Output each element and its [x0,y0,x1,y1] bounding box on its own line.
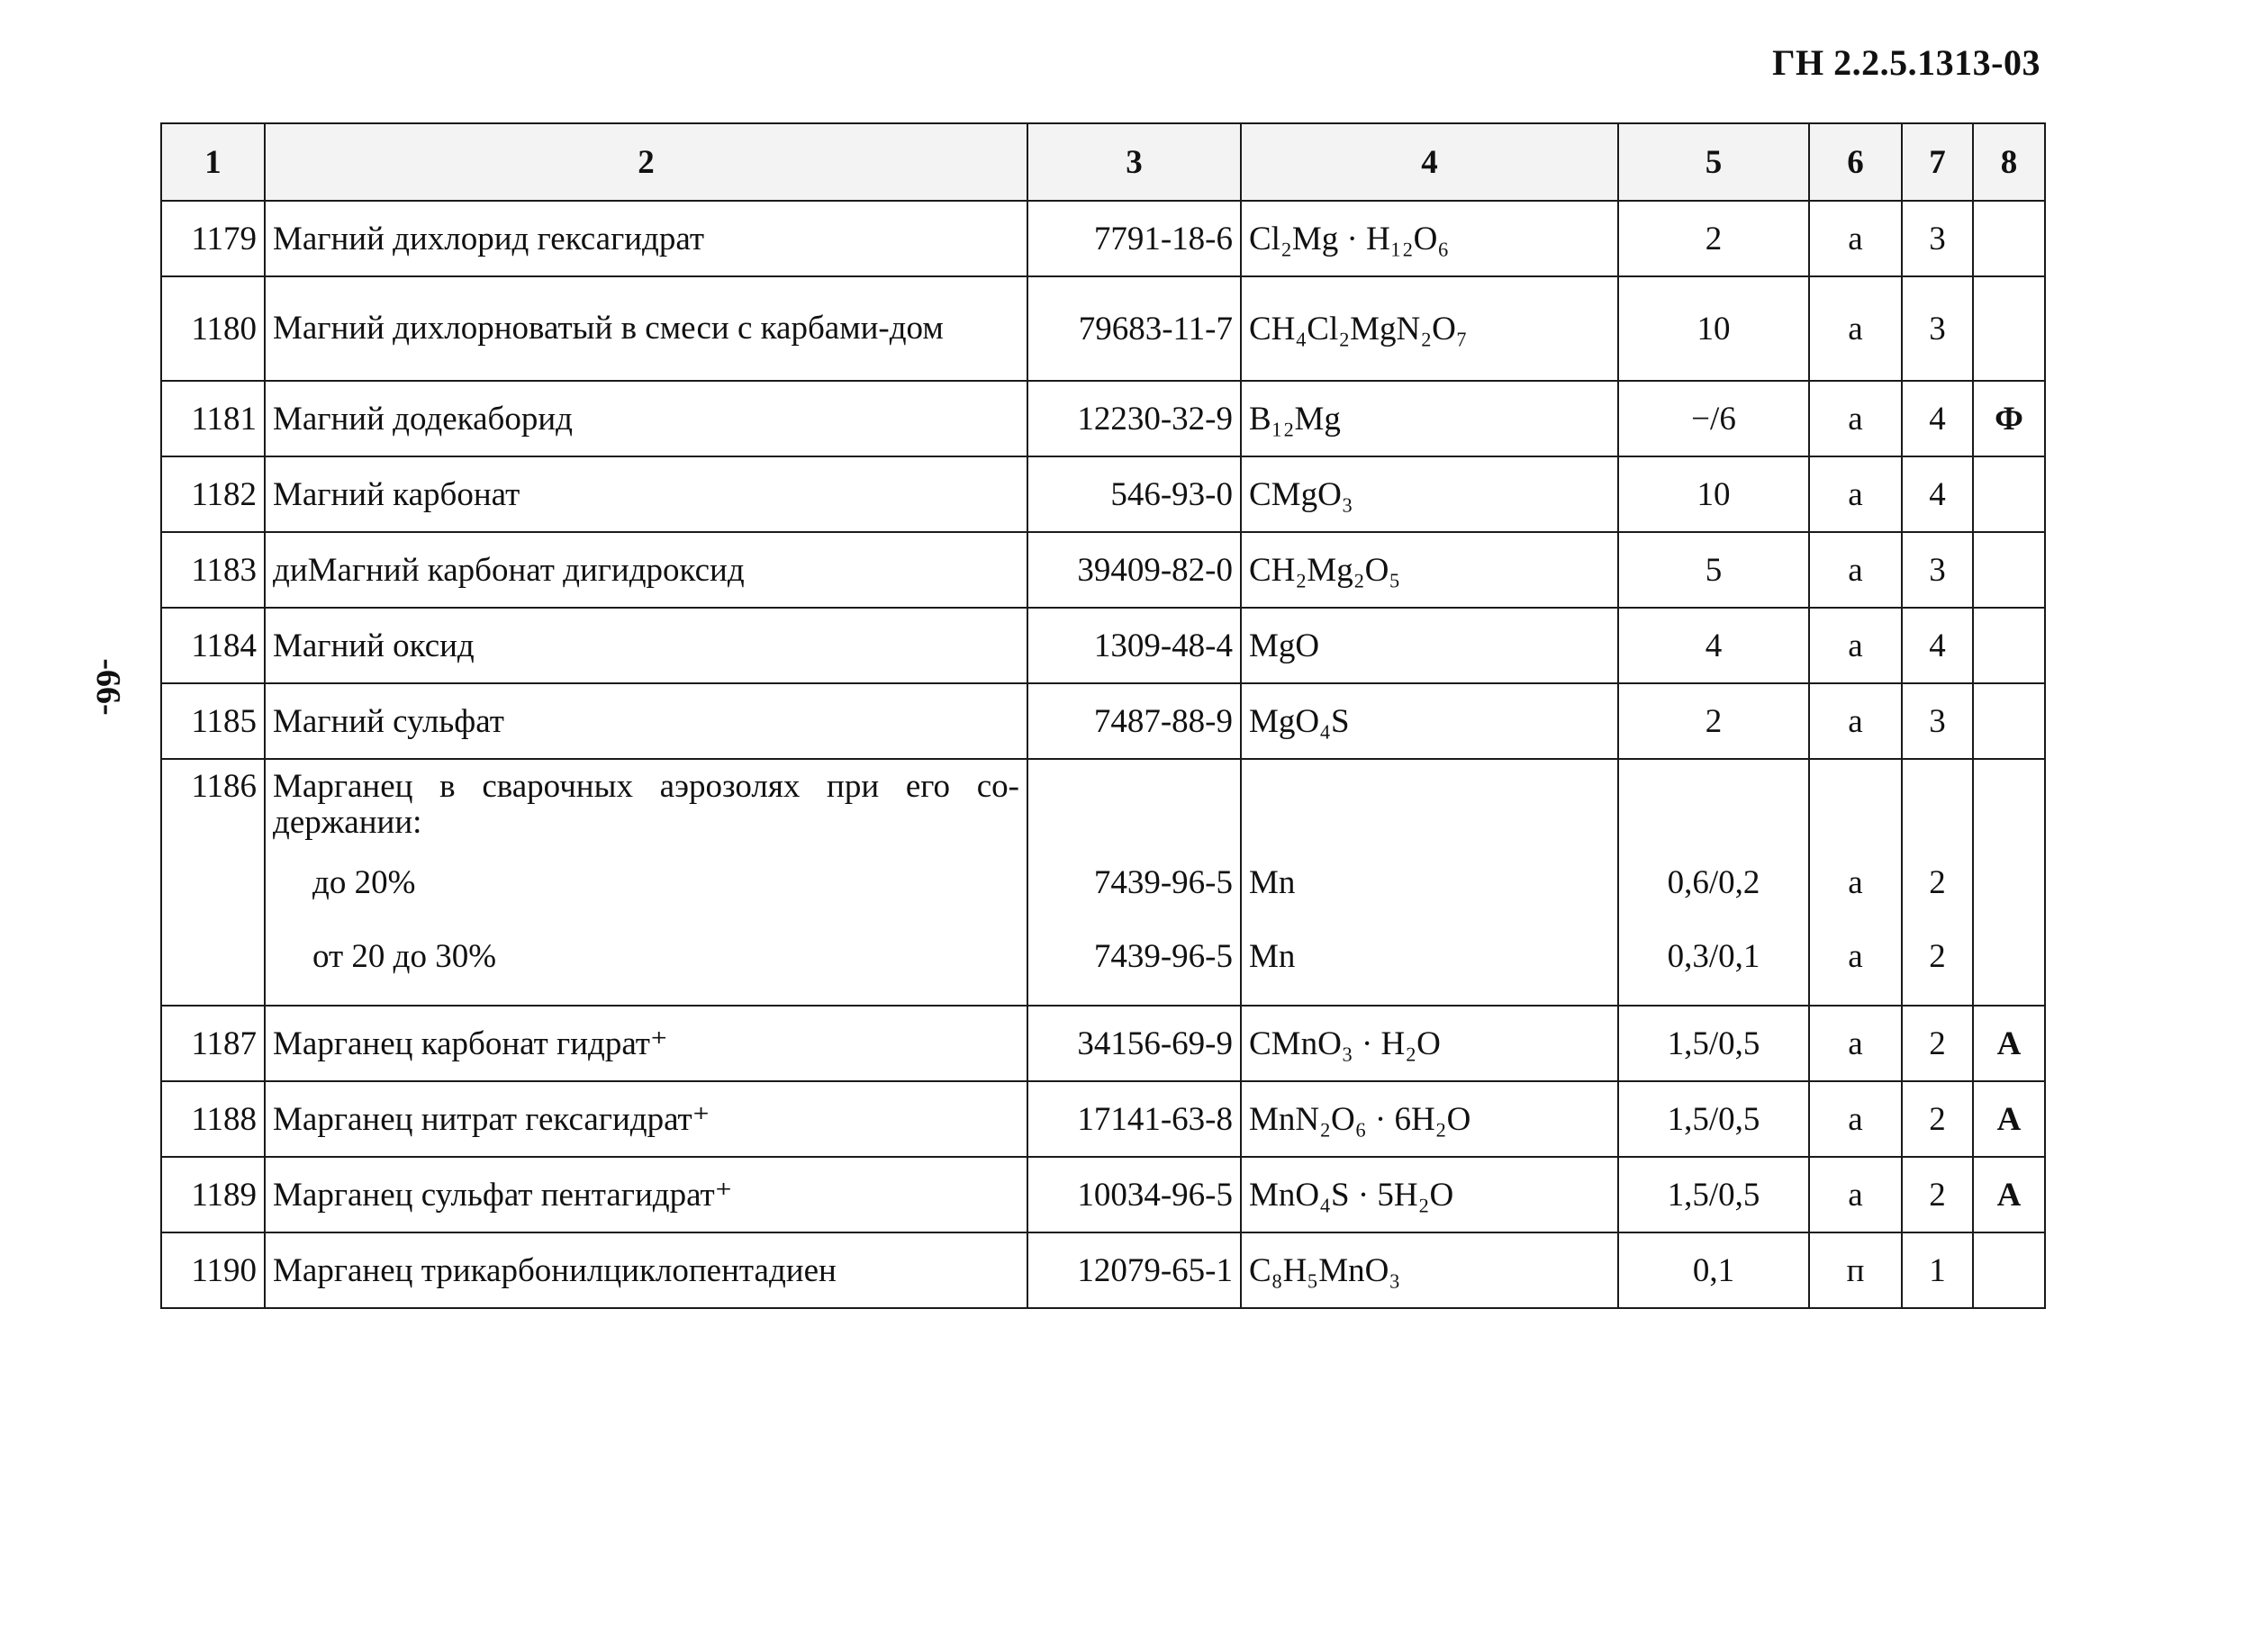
document-code: ГН 2.2.5.1313-03 [1772,42,2040,83]
cas-number: 12230-32-9 [1027,381,1241,456]
formula: MgO [1241,608,1618,683]
note [1973,532,2045,608]
row-number: 1179 [161,201,265,276]
column-header: 8 [1973,123,2045,201]
formula: C₈H₅MnO₃ [1241,1232,1618,1308]
aggregate-state: а [1809,1006,1902,1081]
note [1973,1232,2045,1308]
note [1973,201,2045,276]
substance-name: Марганец нитрат гексагидрат⁺ [265,1081,1027,1157]
substance-name: Магний сульфат [265,683,1027,759]
column-header: 4 [1241,123,1618,201]
column-header: 1 [161,123,265,201]
limit-value: 1,5/0,5 [1618,1157,1809,1232]
formula: MnO₄S · 5H₂O [1241,1157,1618,1232]
substance-name: Марганец карбонат гидрат⁺ [265,1006,1027,1081]
substance-name: Магний карбонат [265,456,1027,532]
substance-name [265,759,1027,1006]
hazard-class: 2 [1902,1006,1973,1081]
limit-value: 10 [1618,276,1809,381]
sub-item-class: 2 [1929,864,1946,901]
sub-item-name: от 20 до 30% [312,938,497,975]
substance-name: Марганец сульфат пентагидрат⁺ [265,1157,1027,1232]
formula: CMgO₃ [1241,456,1618,532]
cas-number: 17141-63-8 [1027,1081,1241,1157]
cas-number: 34156-69-9 [1027,1006,1241,1081]
limit-value: 4 [1618,608,1809,683]
hazard-class: 3 [1902,276,1973,381]
formula: MnN₂O₆ · 6H₂O [1241,1081,1618,1157]
note [1973,608,2045,683]
cas-number: 546-93-0 [1027,456,1241,532]
substances-table [160,122,2046,1309]
hazard-class: 3 [1902,532,1973,608]
row-number: 1182 [161,456,265,532]
hazard-class: 4 [1902,381,1973,456]
table-row [161,1157,2045,1232]
table-row [161,276,2045,381]
group-number: 1186 [191,768,257,805]
hazard-class: 1 [1902,1232,1973,1308]
limit-value: 0,1 [1618,1232,1809,1308]
row-number: 1181 [161,381,265,456]
group-title: Марганец в сварочных аэрозолях при его со-держании: [273,768,1019,841]
row-number: 1184 [161,608,265,683]
hazard-class: 4 [1902,608,1973,683]
formula: MgO₄S [1241,683,1618,759]
cas-number: 39409-82-0 [1027,532,1241,608]
column-header: 5 [1618,123,1809,201]
row-number: 1183 [161,532,265,608]
formula: CMnO₃ · H₂O [1241,1006,1618,1081]
aggregate-state: а [1809,456,1902,532]
table-row [161,381,2045,456]
header-row [161,123,2045,201]
column-header: 2 [265,123,1027,201]
aggregate-state: п [1809,1232,1902,1308]
note: А [1973,1081,2045,1157]
aggregate-state: а [1809,1081,1902,1157]
limit-value: 2 [1618,683,1809,759]
sub-item-state: а [1848,938,1863,975]
formula: CH₄Cl₂MgN₂O₇ [1241,276,1618,381]
table-row [161,683,2045,759]
limit-value: 1,5/0,5 [1618,1081,1809,1157]
cas-number: 1309-48-4 [1027,608,1241,683]
substance-name: Магний додекаборид [265,381,1027,456]
aggregate-state: а [1809,381,1902,456]
row-number: 1185 [161,683,265,759]
row-number: 1190 [161,1232,265,1308]
cas-number: 79683-11-7 [1027,276,1241,381]
note [1973,683,2045,759]
hazard-class: 3 [1902,683,1973,759]
note [1973,276,2045,381]
substance-name: диМагний карбонат дигидроксид [265,532,1027,608]
limit-value: −/6 [1618,381,1809,456]
formula: Cl₂Mg · H₁₂O₆ [1241,201,1618,276]
substance-name: Магний дихлорноватый в смеси с карбами-дом [265,276,1027,381]
table-row-group [161,759,2045,1006]
cas-number: 7487-88-9 [1027,683,1241,759]
aggregate-state: а [1809,683,1902,759]
row-number: 1189 [161,1157,265,1232]
table-row [161,532,2045,608]
row-number: 1188 [161,1081,265,1157]
column-header: 6 [1809,123,1902,201]
note: А [1973,1157,2045,1232]
row-number [161,759,265,1006]
sub-item-name: до 20% [312,864,416,901]
substance-name: Магний дихлорид гексагидрат [265,201,1027,276]
sub-item-class: 2 [1929,938,1946,975]
hazard-class: 4 [1902,456,1973,532]
page-number: -66- [89,658,127,716]
aggregate-state [1809,759,1902,1006]
row-number: 1180 [161,276,265,381]
substance-name: Магний оксид [265,608,1027,683]
table-row [161,1081,2045,1157]
formula [1241,759,1618,1006]
aggregate-state: а [1809,276,1902,381]
note [1973,456,2045,532]
sub-item-formula: Mn [1249,938,1296,975]
formula: B₁₂Mg [1241,381,1618,456]
cas-number [1027,759,1241,1006]
aggregate-state: а [1809,1157,1902,1232]
note [1973,759,2045,1006]
cas-number: 7791-18-6 [1027,201,1241,276]
table-row [161,456,2045,532]
hazard-class: 2 [1902,1157,1973,1232]
formula: CH₂Mg₂O₅ [1241,532,1618,608]
limit-value: 2 [1618,201,1809,276]
limit-value: 10 [1618,456,1809,532]
table-row [161,1232,2045,1308]
sub-item-cas: 7439-96-5 [1093,864,1233,901]
table-row [161,1006,2045,1081]
aggregate-state: а [1809,532,1902,608]
substance-name: Марганец трикарбонилциклопентадиен [265,1232,1027,1308]
aggregate-state: а [1809,201,1902,276]
table-row [161,608,2045,683]
sub-item-value: 0,3/0,1 [1667,938,1760,975]
hazard-class: 3 [1902,201,1973,276]
column-header: 7 [1902,123,1973,201]
sub-item-state: а [1848,864,1863,901]
note: А [1973,1006,2045,1081]
hazard-class: 2 [1902,1081,1973,1157]
sub-item-formula: Mn [1249,864,1296,901]
sub-item-value: 0,6/0,2 [1667,864,1760,901]
limit-value [1618,759,1809,1006]
note: Ф [1973,381,2045,456]
limit-value: 5 [1618,532,1809,608]
sub-item-cas: 7439-96-5 [1093,938,1233,975]
cas-number: 12079-65-1 [1027,1232,1241,1308]
hazard-class [1902,759,1973,1006]
limit-value: 1,5/0,5 [1618,1006,1809,1081]
column-header: 3 [1027,123,1241,201]
table-row [161,201,2045,276]
aggregate-state: а [1809,608,1902,683]
row-number: 1187 [161,1006,265,1081]
cas-number: 10034-96-5 [1027,1157,1241,1232]
